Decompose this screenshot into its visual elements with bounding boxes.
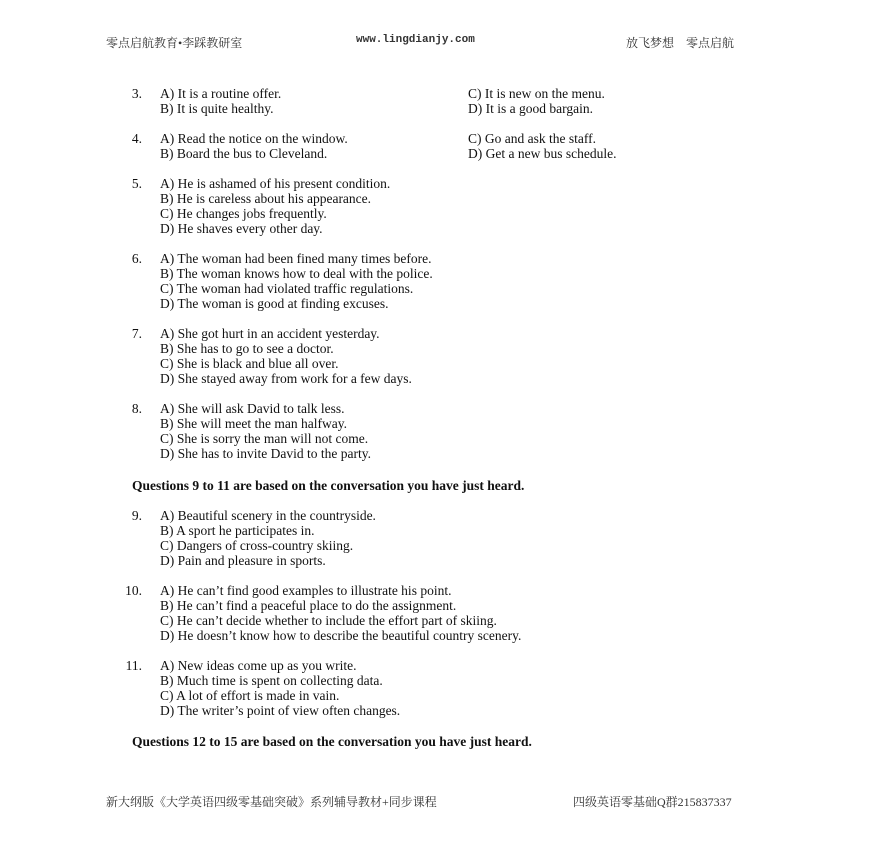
answer-option: A) Beautiful scenery in the countryside.	[160, 508, 376, 523]
answer-option: C) He can’t decide whether to include the effort part of skiing.	[160, 613, 497, 628]
answer-option: A) She got hurt in an accident yesterday.	[160, 326, 380, 341]
question-number: 6.	[131, 251, 142, 266]
footer-left: 新大纲版《大学英语四级零基础突破》系列辅导教材+同步课程	[106, 795, 437, 809]
answer-option: A) He is ashamed of his present condition.	[160, 176, 391, 191]
answer-option: B) Much time is spent on collecting data.	[160, 673, 383, 688]
answer-option: C) He changes jobs frequently.	[160, 206, 327, 221]
answer-option: B) The woman knows how to deal with the police.	[160, 266, 433, 281]
answer-option: C) She is sorry the man will not come.	[160, 431, 369, 446]
answer-option: C) The woman had violated traffic regulations.	[160, 281, 414, 296]
answer-option: C) She is black and blue all over.	[160, 356, 339, 371]
answer-option: B) Board the bus to Cleveland.	[160, 146, 328, 161]
question-number: 10.	[125, 583, 142, 598]
question-number: 9.	[131, 508, 142, 523]
answer-option: D) He doesn’t know how to describe the beautiful country scenery.	[160, 628, 522, 643]
question-number: 8.	[131, 401, 142, 416]
answer-option: D) She stayed away from work for a few days.	[160, 371, 412, 386]
question-number: 11.	[125, 658, 142, 673]
header-right: 放飞梦想 零点启航	[626, 36, 735, 50]
answer-option: B) A sport he participates in.	[160, 523, 315, 538]
header-left: 零点启航教育•李踩教研室	[106, 36, 243, 50]
answer-option: A) She will ask David to talk less.	[160, 401, 345, 416]
answer-option: D) The woman is good at finding excuses.	[160, 296, 389, 311]
answer-option: D) Pain and pleasure in sports.	[160, 553, 326, 568]
answer-option: D) Get a new bus schedule.	[468, 146, 617, 161]
section-heading-9-11: Questions 9 to 11 are based on the conversation you have just heard.	[132, 478, 525, 493]
answer-option: D) It is a good bargain.	[468, 101, 593, 116]
answer-option: B) She will meet the man halfway.	[160, 416, 347, 431]
answer-option: A) Read the notice on the window.	[160, 131, 348, 146]
header-url: www.lingdianjy.com	[356, 34, 475, 46]
question-number: 7.	[131, 326, 142, 341]
answer-option: D) He shaves every other day.	[160, 221, 323, 236]
answer-option: C) Dangers of cross-country skiing.	[160, 538, 354, 553]
question-number: 3.	[131, 86, 142, 101]
answer-option: C) A lot of effort is made in vain.	[160, 688, 340, 703]
footer-right: 四级英语零基础Q群215837337	[573, 795, 732, 809]
answer-option: A) New ideas come up as you write.	[160, 658, 357, 673]
answer-option: D) She has to invite David to the party.	[160, 446, 371, 461]
question-number: 5.	[131, 176, 142, 191]
section-heading-12-15: Questions 12 to 15 are based on the conversation you have just heard.	[132, 734, 532, 749]
answer-option: A) It is a routine offer.	[160, 86, 282, 101]
answer-option: B) He is careless about his appearance.	[160, 191, 372, 206]
answer-option: C) It is new on the menu.	[468, 86, 605, 101]
answer-option: B) She has to go to see a doctor.	[160, 341, 334, 356]
answer-option: D) The writer’s point of view often changes.	[160, 703, 401, 718]
answer-option: A) He can’t find good examples to illustrate his point.	[160, 583, 452, 598]
answer-option: A) The woman had been fined many times before.	[160, 251, 432, 266]
answer-option: B) It is quite healthy.	[160, 101, 274, 116]
answer-option: C) Go and ask the staff.	[468, 131, 596, 146]
answer-option: B) He can’t find a peaceful place to do the assignment.	[160, 598, 457, 613]
question-number: 4.	[131, 131, 142, 146]
